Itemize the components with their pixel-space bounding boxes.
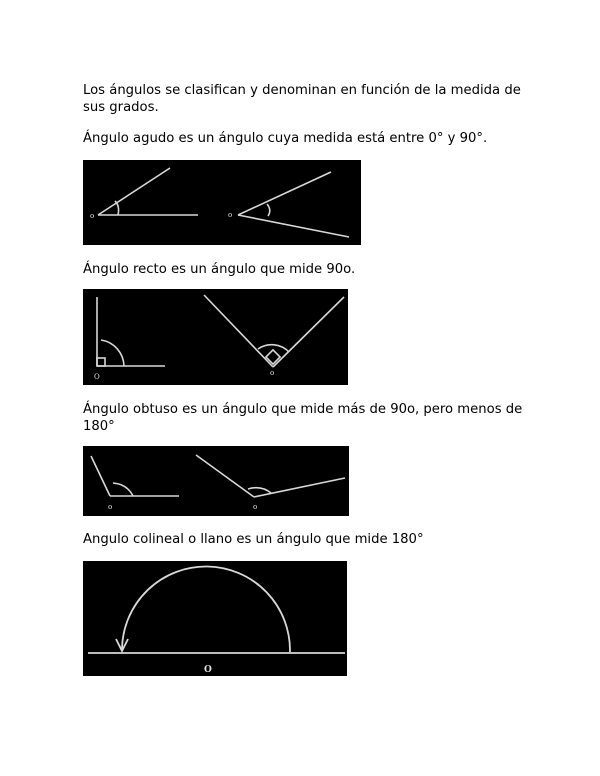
obtuse-angle-paragraph: Ángulo obtuso es un ángulo que mide más de 90o, pero menos de 180° bbox=[83, 402, 523, 434]
intro-paragraph: Los ángulos se clasifican y denominan en función de la medida de sus grados. bbox=[83, 83, 521, 115]
straight-vertex-label: O bbox=[204, 665, 212, 675]
right-vertex-label-1: O bbox=[94, 373, 100, 381]
obtuse-vertex-label-2: o bbox=[253, 503, 258, 511]
straight-angle-figure bbox=[83, 561, 347, 676]
acute-angle-paragraph: Ángulo agudo es un ángulo cuya medida está entre 0° y 90°. bbox=[83, 131, 488, 146]
obtuse-angle-figure bbox=[83, 446, 349, 516]
right-vertex-label-2: o bbox=[270, 369, 275, 377]
acute-vertex-label-1: o bbox=[90, 212, 95, 220]
acute-angle-figure bbox=[83, 160, 361, 245]
right-angle-paragraph: Ángulo recto es un ángulo que mide 90o. bbox=[83, 262, 356, 277]
straight-angle-paragraph: Angulo colineal o llano es un ángulo que mide 180° bbox=[83, 532, 424, 547]
acute-vertex-label-2: o bbox=[228, 211, 233, 219]
obtuse-vertex-label-1: o bbox=[108, 503, 113, 511]
right-angle-figure bbox=[83, 289, 348, 385]
